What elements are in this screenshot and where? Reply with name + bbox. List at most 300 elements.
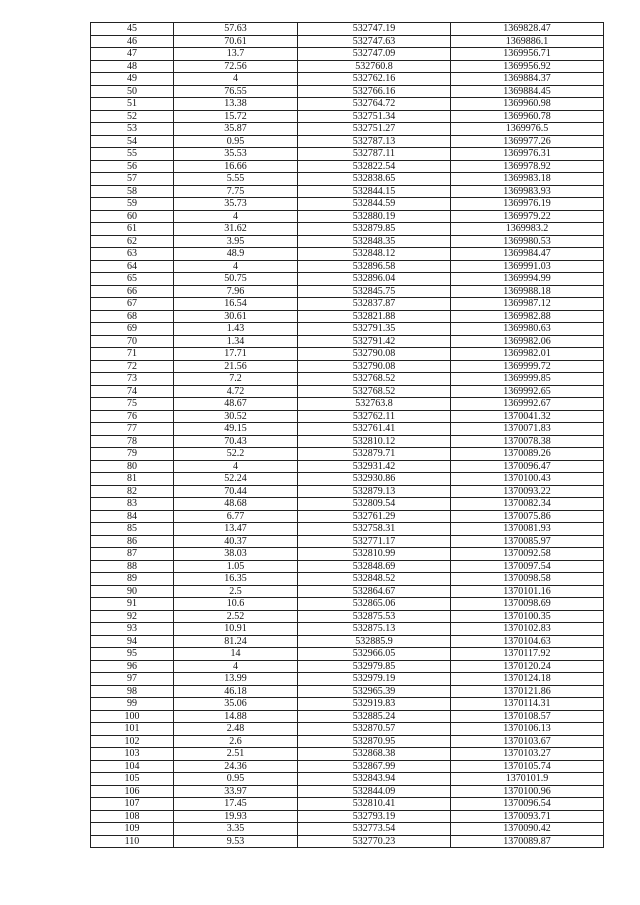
y-coordinate-cell: 1369976.19	[451, 198, 604, 211]
y-coordinate-cell: 1370092.58	[451, 548, 604, 561]
y-coordinate-cell: 1369828.47	[451, 23, 604, 36]
x-coordinate-cell: 532793.19	[298, 810, 451, 823]
y-coordinate-cell: 1369976.5	[451, 123, 604, 136]
x-coordinate-cell: 532848.69	[298, 560, 451, 573]
point-number-cell: 66	[91, 285, 174, 298]
point-number-cell: 78	[91, 435, 174, 448]
y-coordinate-cell: 1370101.16	[451, 585, 604, 598]
y-coordinate-cell: 1370108.57	[451, 710, 604, 723]
distance-cell: 2.51	[174, 748, 298, 761]
distance-cell: 0.95	[174, 135, 298, 148]
distance-cell: 31.62	[174, 223, 298, 236]
x-coordinate-cell: 532760.8	[298, 60, 451, 73]
y-coordinate-cell: 1369982.06	[451, 335, 604, 348]
x-coordinate-cell: 532751.27	[298, 123, 451, 136]
point-number-cell: 91	[91, 598, 174, 611]
table-row	[91, 560, 604, 573]
table-row	[91, 273, 604, 286]
y-coordinate-cell: 1370097.54	[451, 560, 604, 573]
table-row	[91, 35, 604, 48]
y-coordinate-cell: 1370078.38	[451, 435, 604, 448]
point-number-cell: 53	[91, 123, 174, 136]
y-coordinate-cell: 1370098.69	[451, 598, 604, 611]
distance-cell: 52.24	[174, 473, 298, 486]
table-row	[91, 748, 604, 761]
x-coordinate-cell: 532979.19	[298, 673, 451, 686]
table-row	[91, 585, 604, 598]
point-number-cell: 100	[91, 710, 174, 723]
x-coordinate-cell: 532747.19	[298, 23, 451, 36]
x-coordinate-cell: 532766.16	[298, 85, 451, 98]
point-number-cell: 88	[91, 560, 174, 573]
y-coordinate-cell: 1369976.31	[451, 148, 604, 161]
x-coordinate-cell: 532875.53	[298, 610, 451, 623]
x-coordinate-cell: 532810.12	[298, 435, 451, 448]
table-row	[91, 360, 604, 373]
table-row	[91, 823, 604, 836]
point-number-cell: 83	[91, 498, 174, 511]
y-coordinate-cell: 1370120.24	[451, 660, 604, 673]
x-coordinate-cell: 532844.09	[298, 785, 451, 798]
y-coordinate-cell: 1369980.63	[451, 323, 604, 336]
x-coordinate-cell: 532790.08	[298, 360, 451, 373]
y-coordinate-cell: 1370121.86	[451, 685, 604, 698]
y-coordinate-cell: 1369960.98	[451, 98, 604, 111]
point-number-cell: 99	[91, 698, 174, 711]
distance-cell: 14.88	[174, 710, 298, 723]
table-row	[91, 798, 604, 811]
y-coordinate-cell: 1370114.31	[451, 698, 604, 711]
y-coordinate-cell: 1370100.96	[451, 785, 604, 798]
distance-cell: 16.66	[174, 160, 298, 173]
x-coordinate-cell: 532790.08	[298, 348, 451, 361]
point-number-cell: 93	[91, 623, 174, 636]
table-row	[91, 348, 604, 361]
distance-cell: 16.35	[174, 573, 298, 586]
table-row	[91, 210, 604, 223]
table-row	[91, 148, 604, 161]
point-number-cell: 103	[91, 748, 174, 761]
table-row	[91, 835, 604, 848]
distance-cell: 35.87	[174, 123, 298, 136]
x-coordinate-cell: 532864.67	[298, 585, 451, 598]
y-coordinate-cell: 1370104.63	[451, 635, 604, 648]
point-number-cell: 58	[91, 185, 174, 198]
distance-cell: 40.37	[174, 535, 298, 548]
point-number-cell: 61	[91, 223, 174, 236]
point-number-cell: 71	[91, 348, 174, 361]
y-coordinate-cell: 1370103.67	[451, 735, 604, 748]
point-number-cell: 110	[91, 835, 174, 848]
x-coordinate-cell: 532919.83	[298, 698, 451, 711]
table-row	[91, 260, 604, 273]
y-coordinate-cell: 1369983.18	[451, 173, 604, 186]
table-row	[91, 173, 604, 186]
table-row	[91, 760, 604, 773]
table-row	[91, 723, 604, 736]
x-coordinate-cell: 532838.65	[298, 173, 451, 186]
distance-cell: 50.75	[174, 273, 298, 286]
y-coordinate-cell: 1369982.01	[451, 348, 604, 361]
x-coordinate-cell: 532848.12	[298, 248, 451, 261]
distance-cell: 3.95	[174, 235, 298, 248]
point-number-cell: 102	[91, 735, 174, 748]
distance-cell: 13.38	[174, 98, 298, 111]
distance-cell: 57.63	[174, 23, 298, 36]
distance-cell: 0.95	[174, 773, 298, 786]
x-coordinate-cell: 532768.52	[298, 373, 451, 386]
table-row	[91, 635, 604, 648]
x-coordinate-cell: 532762.16	[298, 73, 451, 86]
point-number-cell: 48	[91, 60, 174, 73]
table-row	[91, 323, 604, 336]
x-coordinate-cell: 532821.88	[298, 310, 451, 323]
y-coordinate-cell: 1370096.54	[451, 798, 604, 811]
distance-cell: 4	[174, 460, 298, 473]
x-coordinate-cell: 532867.99	[298, 760, 451, 773]
y-coordinate-cell: 1370100.35	[451, 610, 604, 623]
y-coordinate-cell: 1370093.22	[451, 485, 604, 498]
point-number-cell: 81	[91, 473, 174, 486]
point-number-cell: 75	[91, 398, 174, 411]
x-coordinate-cell: 532966.05	[298, 648, 451, 661]
y-coordinate-cell: 1369982.88	[451, 310, 604, 323]
y-coordinate-cell: 1370090.42	[451, 823, 604, 836]
distance-cell: 2.6	[174, 735, 298, 748]
y-coordinate-cell: 1370093.71	[451, 810, 604, 823]
point-number-cell: 108	[91, 810, 174, 823]
distance-cell: 70.44	[174, 485, 298, 498]
distance-cell: 16.54	[174, 298, 298, 311]
point-number-cell: 72	[91, 360, 174, 373]
point-number-cell: 50	[91, 85, 174, 98]
table-row	[91, 773, 604, 786]
point-number-cell: 67	[91, 298, 174, 311]
x-coordinate-cell: 532896.58	[298, 260, 451, 273]
table-row	[91, 510, 604, 523]
coordinate-table-body	[91, 23, 604, 848]
table-row	[91, 335, 604, 348]
table-row	[91, 298, 604, 311]
x-coordinate-cell: 532848.35	[298, 235, 451, 248]
table-row	[91, 785, 604, 798]
y-coordinate-cell: 1369994.99	[451, 273, 604, 286]
y-coordinate-cell: 1369983.2	[451, 223, 604, 236]
x-coordinate-cell: 532931.42	[298, 460, 451, 473]
x-coordinate-cell: 532764.72	[298, 98, 451, 111]
distance-cell: 14	[174, 648, 298, 661]
x-coordinate-cell: 532787.11	[298, 148, 451, 161]
x-coordinate-cell: 532761.41	[298, 423, 451, 436]
table-row	[91, 610, 604, 623]
table-row	[91, 285, 604, 298]
table-row	[91, 548, 604, 561]
point-number-cell: 51	[91, 98, 174, 111]
point-number-cell: 77	[91, 423, 174, 436]
x-coordinate-cell: 532843.94	[298, 773, 451, 786]
x-coordinate-cell: 532747.63	[298, 35, 451, 48]
x-coordinate-cell: 532870.95	[298, 735, 451, 748]
y-coordinate-cell: 1370089.26	[451, 448, 604, 461]
y-coordinate-cell: 1370089.87	[451, 835, 604, 848]
y-coordinate-cell: 1369988.18	[451, 285, 604, 298]
point-number-cell: 89	[91, 573, 174, 586]
point-number-cell: 63	[91, 248, 174, 261]
table-row	[91, 385, 604, 398]
x-coordinate-cell: 532879.13	[298, 485, 451, 498]
distance-cell: 4.72	[174, 385, 298, 398]
point-number-cell: 104	[91, 760, 174, 773]
distance-cell: 72.56	[174, 60, 298, 73]
point-number-cell: 49	[91, 73, 174, 86]
y-coordinate-cell: 1369978.92	[451, 160, 604, 173]
point-number-cell: 105	[91, 773, 174, 786]
distance-cell: 10.6	[174, 598, 298, 611]
table-row	[91, 710, 604, 723]
y-coordinate-cell: 1370081.93	[451, 523, 604, 536]
distance-cell: 24.36	[174, 760, 298, 773]
x-coordinate-cell: 532761.29	[298, 510, 451, 523]
x-coordinate-cell: 532870.57	[298, 723, 451, 736]
distance-cell: 17.71	[174, 348, 298, 361]
y-coordinate-cell: 1370082.34	[451, 498, 604, 511]
distance-cell: 6.77	[174, 510, 298, 523]
distance-cell: 4	[174, 73, 298, 86]
y-coordinate-cell: 1369977.26	[451, 135, 604, 148]
y-coordinate-cell: 1370103.27	[451, 748, 604, 761]
y-coordinate-cell: 1369979.22	[451, 210, 604, 223]
point-number-cell: 62	[91, 235, 174, 248]
x-coordinate-cell: 532771.17	[298, 535, 451, 548]
y-coordinate-cell: 1370085.97	[451, 535, 604, 548]
table-row	[91, 735, 604, 748]
table-row	[91, 248, 604, 261]
distance-cell: 3.35	[174, 823, 298, 836]
x-coordinate-cell: 532809.54	[298, 498, 451, 511]
distance-cell: 30.52	[174, 410, 298, 423]
table-row	[91, 535, 604, 548]
distance-cell: 35.06	[174, 698, 298, 711]
table-row	[91, 123, 604, 136]
y-coordinate-cell: 1370100.43	[451, 473, 604, 486]
distance-cell: 21.56	[174, 360, 298, 373]
table-row	[91, 435, 604, 448]
x-coordinate-cell: 532880.19	[298, 210, 451, 223]
point-number-cell: 68	[91, 310, 174, 323]
x-coordinate-cell: 532965.39	[298, 685, 451, 698]
x-coordinate-cell: 532758.31	[298, 523, 451, 536]
distance-cell: 30.61	[174, 310, 298, 323]
y-coordinate-cell: 1370075.86	[451, 510, 604, 523]
x-coordinate-cell: 532751.34	[298, 110, 451, 123]
y-coordinate-cell: 1369992.67	[451, 398, 604, 411]
y-coordinate-cell: 1369956.71	[451, 48, 604, 61]
point-number-cell: 98	[91, 685, 174, 698]
x-coordinate-cell: 532865.06	[298, 598, 451, 611]
y-coordinate-cell: 1370117.92	[451, 648, 604, 661]
distance-cell: 38.03	[174, 548, 298, 561]
y-coordinate-cell: 1369991.03	[451, 260, 604, 273]
table-row	[91, 523, 604, 536]
distance-cell: 76.55	[174, 85, 298, 98]
y-coordinate-cell: 1370098.58	[451, 573, 604, 586]
table-row	[91, 673, 604, 686]
x-coordinate-cell: 532822.54	[298, 160, 451, 173]
distance-cell: 46.18	[174, 685, 298, 698]
point-number-cell: 70	[91, 335, 174, 348]
distance-cell: 52.2	[174, 448, 298, 461]
table-row	[91, 160, 604, 173]
table-row	[91, 373, 604, 386]
point-number-cell: 94	[91, 635, 174, 648]
y-coordinate-cell: 1370071.83	[451, 423, 604, 436]
distance-cell: 4	[174, 260, 298, 273]
point-number-cell: 56	[91, 160, 174, 173]
distance-cell: 4	[174, 210, 298, 223]
point-number-cell: 64	[91, 260, 174, 273]
point-number-cell: 46	[91, 35, 174, 48]
point-number-cell: 54	[91, 135, 174, 148]
distance-cell: 49.15	[174, 423, 298, 436]
table-row	[91, 598, 604, 611]
y-coordinate-cell: 1370102.83	[451, 623, 604, 636]
point-number-cell: 57	[91, 173, 174, 186]
table-row	[91, 423, 604, 436]
distance-cell: 2.52	[174, 610, 298, 623]
x-coordinate-cell: 532791.35	[298, 323, 451, 336]
table-row	[91, 310, 604, 323]
distance-cell: 48.68	[174, 498, 298, 511]
x-coordinate-cell: 532844.15	[298, 185, 451, 198]
x-coordinate-cell: 532787.13	[298, 135, 451, 148]
y-coordinate-cell: 1369992.65	[451, 385, 604, 398]
point-number-cell: 52	[91, 110, 174, 123]
point-number-cell: 60	[91, 210, 174, 223]
point-number-cell: 69	[91, 323, 174, 336]
point-number-cell: 65	[91, 273, 174, 286]
table-row	[91, 498, 604, 511]
table-row	[91, 110, 604, 123]
point-number-cell: 82	[91, 485, 174, 498]
x-coordinate-cell: 532885.24	[298, 710, 451, 723]
distance-cell: 9.53	[174, 835, 298, 848]
x-coordinate-cell: 532848.52	[298, 573, 451, 586]
table-row	[91, 460, 604, 473]
y-coordinate-cell: 1369980.53	[451, 235, 604, 248]
x-coordinate-cell: 532791.42	[298, 335, 451, 348]
x-coordinate-cell: 532747.09	[298, 48, 451, 61]
table-row	[91, 810, 604, 823]
distance-cell: 48.9	[174, 248, 298, 261]
y-coordinate-cell: 1369886.1	[451, 35, 604, 48]
point-number-cell: 73	[91, 373, 174, 386]
y-coordinate-cell: 1369884.45	[451, 85, 604, 98]
point-number-cell: 45	[91, 23, 174, 36]
point-number-cell: 55	[91, 148, 174, 161]
x-coordinate-cell: 532879.71	[298, 448, 451, 461]
distance-cell: 1.05	[174, 560, 298, 573]
distance-cell: 1.43	[174, 323, 298, 336]
x-coordinate-cell: 532845.75	[298, 285, 451, 298]
point-number-cell: 106	[91, 785, 174, 798]
y-coordinate-cell: 1369999.85	[451, 373, 604, 386]
x-coordinate-cell: 532896.04	[298, 273, 451, 286]
table-row	[91, 185, 604, 198]
table-row	[91, 85, 604, 98]
point-number-cell: 107	[91, 798, 174, 811]
table-row	[91, 698, 604, 711]
y-coordinate-cell: 1369884.37	[451, 73, 604, 86]
distance-cell: 35.53	[174, 148, 298, 161]
distance-cell: 7.75	[174, 185, 298, 198]
point-number-cell: 109	[91, 823, 174, 836]
table-row	[91, 448, 604, 461]
y-coordinate-cell: 1369999.72	[451, 360, 604, 373]
distance-cell: 4	[174, 660, 298, 673]
point-number-cell: 84	[91, 510, 174, 523]
distance-cell: 1.34	[174, 335, 298, 348]
table-row	[91, 648, 604, 661]
y-coordinate-cell: 1369987.12	[451, 298, 604, 311]
distance-cell: 7.2	[174, 373, 298, 386]
point-number-cell: 86	[91, 535, 174, 548]
y-coordinate-cell: 1370105.74	[451, 760, 604, 773]
x-coordinate-cell: 532930.86	[298, 473, 451, 486]
point-number-cell: 97	[91, 673, 174, 686]
distance-cell: 13.99	[174, 673, 298, 686]
y-coordinate-cell: 1370096.47	[451, 460, 604, 473]
point-number-cell: 47	[91, 48, 174, 61]
table-row	[91, 473, 604, 486]
point-number-cell: 59	[91, 198, 174, 211]
x-coordinate-cell: 532770.23	[298, 835, 451, 848]
distance-cell: 7.96	[174, 285, 298, 298]
table-row	[91, 73, 604, 86]
distance-cell: 13.7	[174, 48, 298, 61]
distance-cell: 48.67	[174, 398, 298, 411]
point-number-cell: 95	[91, 648, 174, 661]
x-coordinate-cell: 532844.59	[298, 198, 451, 211]
table-row	[91, 398, 604, 411]
table-row	[91, 660, 604, 673]
y-coordinate-cell: 1370101.9	[451, 773, 604, 786]
table-row	[91, 410, 604, 423]
y-coordinate-cell: 1370124.18	[451, 673, 604, 686]
table-row	[91, 60, 604, 73]
point-number-cell: 101	[91, 723, 174, 736]
table-row	[91, 485, 604, 498]
table-row	[91, 623, 604, 636]
distance-cell: 81.24	[174, 635, 298, 648]
table-row	[91, 223, 604, 236]
table-row	[91, 48, 604, 61]
x-coordinate-cell: 532810.99	[298, 548, 451, 561]
x-coordinate-cell: 532763.8	[298, 398, 451, 411]
point-number-cell: 87	[91, 548, 174, 561]
table-row	[91, 573, 604, 586]
x-coordinate-cell: 532837.87	[298, 298, 451, 311]
distance-cell: 19.93	[174, 810, 298, 823]
table-row	[91, 23, 604, 36]
point-number-cell: 92	[91, 610, 174, 623]
table-row	[91, 198, 604, 211]
table-row	[91, 685, 604, 698]
distance-cell: 15.72	[174, 110, 298, 123]
y-coordinate-cell: 1369956.92	[451, 60, 604, 73]
point-number-cell: 85	[91, 523, 174, 536]
point-number-cell: 90	[91, 585, 174, 598]
distance-cell: 2.48	[174, 723, 298, 736]
